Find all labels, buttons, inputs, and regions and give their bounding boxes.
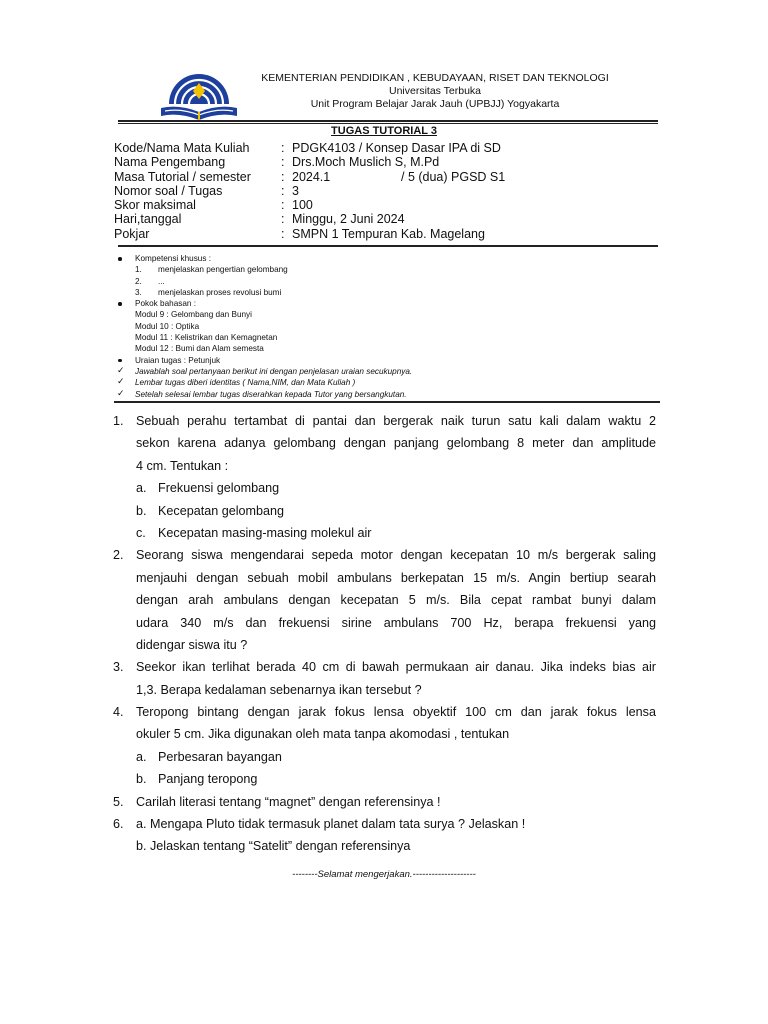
ministry-name: KEMENTERIAN PENDIDIKAN , KEBUDAYAAN, RISET DAN TEKNOLOGI — [261, 72, 609, 84]
task-info — [118, 253, 678, 400]
question-line — [113, 813, 656, 835]
meta-value-semester: / 5 (dua) PGSD S1 — [401, 169, 506, 184]
question-number: 3. — [113, 660, 124, 675]
info-divider — [114, 401, 660, 403]
question-line — [113, 455, 656, 477]
question-text: didengar siswa itu ? — [136, 637, 248, 652]
info-line — [118, 343, 678, 354]
sub-letter: a. — [136, 481, 147, 496]
meta-label: Hari,tanggal — [114, 212, 182, 227]
instruction-item: Lembar tugas diberi identitas ( Nama,NIM, dan Mata Kuliah ) — [135, 378, 356, 388]
meta-value: PDGK4103 / Konsep Dasar IPA di SD — [292, 141, 501, 155]
question-text: a. Mengapa Pluto tidak termasuk planet dalam tata surya ? Jelaskan ! — [136, 817, 526, 832]
meta-value: 100 — [292, 198, 313, 213]
question-line — [113, 701, 656, 723]
question-text: Carilah literasi tentang “magnet” dengan referensinya ! — [136, 794, 441, 809]
module-item: Modul 12 : Bumi dan Alam semesta — [135, 344, 264, 354]
question-line — [113, 432, 656, 454]
pokok-label: Pokok bahasan : — [135, 299, 196, 309]
question-text: 1,3. Berapa kedalaman sebenarnya ikan tersebut ? — [136, 682, 422, 697]
question-line — [113, 835, 656, 857]
question-text: Teropong bintang dengan jarak fokus lensa obyektif 100 cm dan jarak fokus lensa — [136, 705, 656, 720]
sub-question — [113, 477, 656, 499]
info-line — [118, 276, 678, 287]
module-item: Modul 11 : Kelistrikan dan Kemagnetan — [135, 333, 278, 343]
question-line — [113, 589, 656, 611]
info-line — [118, 389, 678, 400]
sub-text: Panjang teropong — [158, 772, 258, 787]
question-text: 4 cm. Tentukan : — [136, 458, 229, 473]
sub-question — [113, 500, 656, 522]
question-line — [113, 791, 656, 813]
list-number: 3. — [135, 287, 142, 297]
unit-name: Unit Program Belajar Jarak Jauh (UPBJJ) Yogyakarta — [310, 98, 560, 110]
meta-label: Skor maksimal — [114, 198, 196, 213]
info-line — [118, 366, 678, 377]
meta-value — [292, 169, 506, 184]
sub-text: Kecepatan gelombang — [158, 503, 285, 518]
question-number: 5. — [113, 794, 124, 809]
closing-note: --------Selamat mengerjakan.-------------------- — [292, 869, 476, 880]
sub-question — [113, 522, 656, 544]
info-line — [118, 298, 678, 309]
checkmark-icon: ✓ — [117, 376, 125, 387]
question-list — [113, 410, 656, 858]
question-line — [113, 612, 656, 634]
bullet-icon — [118, 302, 122, 306]
bullet-icon — [118, 359, 122, 363]
instruction-item: Jawablah soal pertanyaan berikut ini dengan penjelasan uraian secukupnya. — [135, 366, 413, 376]
header-divider-thin — [118, 123, 658, 124]
question-text: b. Jelaskan tentang “Satelit” dengan referensinya — [136, 839, 411, 854]
meta-colon: : — [281, 141, 285, 155]
university-name: Universitas Terbuka — [388, 85, 481, 97]
header-divider — [118, 120, 658, 122]
meta-value: Minggu, 2 Juni 2024 — [292, 212, 405, 227]
question-text: okuler 5 cm. Jika digunakan oleh mata tanpa akomodasi , tentukan — [136, 727, 510, 742]
question-number: 2. — [113, 548, 124, 563]
question-text: Sebuah perahu tertambat di pantai dan bergerak naik turun satu kali dalam waktu 2 — [136, 414, 656, 428]
sub-text: Frekuensi gelombang — [158, 481, 280, 496]
meta-colon: : — [281, 155, 285, 170]
meta-colon: : — [281, 169, 285, 184]
list-number: 2. — [135, 276, 142, 286]
question-line — [113, 634, 656, 656]
meta-value: SMPN 1 Tempuran Kab. Magelang — [292, 226, 485, 241]
info-line — [118, 321, 678, 332]
question-number: 6. — [113, 817, 124, 832]
kompetensi-item: ... — [158, 276, 165, 286]
question-line — [113, 544, 656, 566]
sub-letter: a. — [136, 749, 147, 764]
sub-question — [113, 746, 656, 768]
sub-text: Perbesaran bayangan — [158, 749, 282, 764]
meta-label: Masa Tutorial / semester — [114, 169, 251, 184]
meta-colon: : — [281, 212, 285, 227]
question-text: menjauhi dengan sebuah mobil ambulans berkepatan 15 m/s. Angin bertiup searah — [136, 570, 656, 585]
kompetensi-item: menjelaskan proses revolusi bumi — [158, 287, 282, 297]
kompetensi-label: Kompetensi khusus : — [135, 254, 212, 263]
header-text — [250, 72, 620, 111]
question-line — [113, 567, 656, 589]
meta-value: 3 — [292, 183, 299, 198]
sub-text: Kecepatan masing-masing molekul air — [158, 525, 372, 540]
question-number: 1. — [113, 414, 124, 428]
info-line — [118, 355, 678, 366]
meta-label: Pokjar — [114, 226, 150, 241]
meta-value: Drs.Moch Muslich S, M.Pd — [292, 155, 440, 170]
info-line — [118, 332, 678, 343]
sub-letter: b. — [136, 772, 147, 787]
question-text: sekon karena adanya gelombang dengan panjang gelombang 8 meter dan amplitude — [136, 436, 656, 451]
info-line — [118, 377, 678, 388]
meta-colon: : — [281, 183, 285, 198]
question-text: dengan arah ambulans dengan kecepatan 5 m/s. Bila cepat rambat bunyi dalam — [136, 593, 656, 608]
document-title: TUGAS TUTORIAL 3 — [331, 125, 437, 137]
kompetensi-item: menjelaskan pengertian gelombang — [158, 265, 288, 275]
module-item: Modul 9 : Gelombang dan Bunyi — [135, 310, 252, 320]
meta-colon: : — [281, 226, 285, 241]
question-line — [113, 723, 656, 745]
meta-label: Nomor soal / Tugas — [114, 183, 223, 198]
question-text: Seekor ikan terlihat berada 40 cm di bawah permukaan air danau. Jika indeks bias air — [136, 660, 656, 675]
info-line — [118, 264, 678, 275]
bullet-icon — [118, 257, 122, 261]
module-item: Modul 10 : Optika — [135, 321, 200, 331]
sub-letter: b. — [136, 503, 147, 518]
info-line — [118, 287, 678, 298]
sub-question — [113, 768, 656, 790]
question-text: udara 340 m/s dan frekuensi sirine ambulans 700 Hz, berapa frekuensi yang — [136, 615, 656, 630]
question-line — [113, 656, 656, 678]
info-line — [118, 253, 678, 264]
meta-label: Nama Pengembang — [114, 155, 226, 170]
sub-letter: c. — [136, 525, 146, 540]
question-line — [113, 679, 656, 701]
question-text: Seorang siswa mengendarai sepeda motor dengan kecepatan 10 m/s bergerak saling — [136, 548, 656, 563]
info-line — [118, 309, 678, 320]
question-line — [113, 410, 656, 432]
meta-colon: : — [281, 198, 285, 213]
uraian-label: Uraian tugas : Petunjuk — [135, 355, 221, 365]
checkmark-icon: ✓ — [117, 387, 125, 398]
question-number: 4. — [113, 705, 124, 720]
university-logo-icon — [157, 74, 241, 124]
instruction-item: Setelah selesai lembar tugas diserahkan kepada Tutor yang bersangkutan. — [135, 389, 407, 399]
checkmark-icon: ✓ — [117, 364, 125, 375]
meta-divider — [118, 245, 658, 247]
list-number: 1. — [135, 265, 142, 275]
meta-value-period: 2024.1 — [292, 169, 331, 184]
meta-label: Kode/Nama Mata Kuliah — [114, 141, 250, 155]
